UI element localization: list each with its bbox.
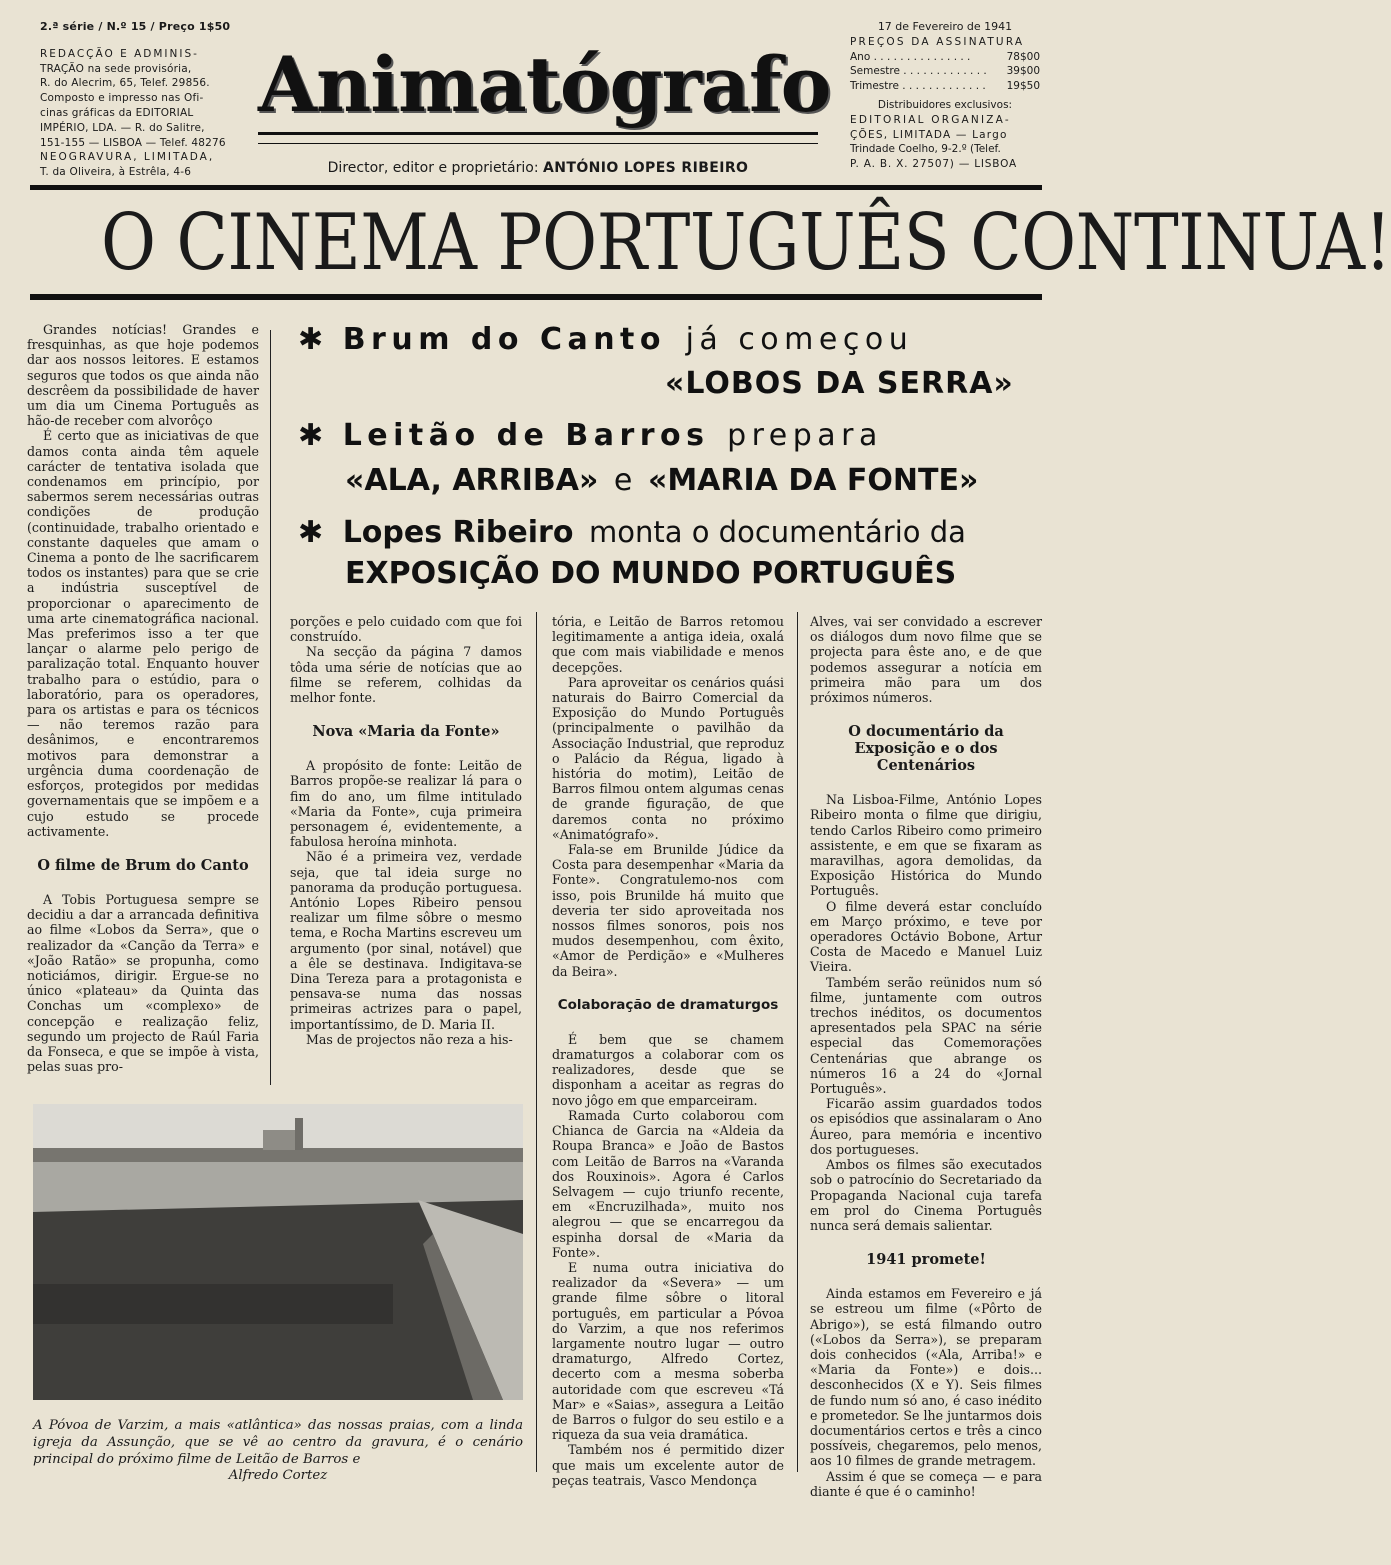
director-line <box>258 160 818 176</box>
paragraph: E numa outra iniciativa do realizador da «Severa» — um grande filme sôbre o litoral português, em particular a Póvoa do Varzim, a que nos referimos largamente noutro lugar — outro dramaturgo, Alfredo Cortez, decerto com a mesma soberba autoridade com que escreveu «Tá Mar» e «Saias», assegura a Leitão de Barros o fulgor do seu estilo e a riqueza da sua veia dramática. <box>552 1259 784 1443</box>
issue-date: 17 de Fevereiro de 1941 <box>877 20 1013 33</box>
section-heading: Nova «Maria da Fonte» <box>312 723 500 741</box>
distributor-line: P. A. B. X. 27507) — LISBOA <box>850 158 1017 171</box>
masthead-left-line: IMPÉRIO, LDA. — R. do Salitre, <box>40 121 205 134</box>
price-label: Ano . . . . . . . . . . . . . . . <box>850 50 971 63</box>
column-divider <box>270 330 271 1085</box>
distributor-line: ÇÕES, LIMITADA — Largo <box>850 128 1008 141</box>
paragraph: Também nos é permitido dizer que mais um excelente autor de peças teatrais, Vasco Mendonça <box>552 1442 784 1488</box>
price-row <box>850 79 1040 94</box>
section-heading: O filme de Brum do Canto <box>37 856 249 874</box>
deck-line-3: ✱ Leitão de Barros prepara <box>298 418 883 453</box>
article-column-4 <box>810 614 1042 1499</box>
article-column-3 <box>552 614 784 1488</box>
logo-title: Animatógrafo <box>258 40 831 129</box>
paragraph: Assim é que se começa — e para diante é que é o caminho! <box>810 1468 1042 1499</box>
masthead-left-line: R. do Alecrim, 65, Telef. 29856. <box>40 77 210 90</box>
price-value: 19$50 <box>1006 80 1040 93</box>
paragraph: A propósito de fonte: Leitão de Barros propõe-se realizar lá para o fim do ano, um filme intitulado «Maria da Fonte», cuja primeira personagem é, evidentemente, a fabulosa heroína minhota. <box>290 758 522 850</box>
distributor-line: Distribuidores exclusivos: <box>877 98 1013 111</box>
paragraph: Também serão reünidos num só filme, juntamente com outros trechos inéditos, os documentos apresentados pela SPAC na série especial das Comemorações Centenárias que abrange os números 16 a 24 do «Jornal Português». <box>810 974 1042 1097</box>
section-heading: Colaboração de dramaturgos <box>557 996 779 1013</box>
price-label: Semestre . . . . . . . . . . . . . <box>850 65 987 78</box>
paragraph: Ramada Curto colaborou com Chianca de Garcia na «Aldeia da Roupa Branca» e João de Bastos com Leitão de Barros na «Varanda dos Rouxinois». Agora é Carlos Selvagem — cujo triunfo recente, em «Encruzilhada», muito nos alegrou — que se encarregou da espinha dorsal de «Maria da Fonte». <box>552 1107 784 1260</box>
masthead-right-block <box>850 20 1040 172</box>
headline-bottom-rule <box>30 294 1042 300</box>
asterisk-icon: ✱ <box>298 418 324 453</box>
deck-line-1: ✱ Brum do Canto já começou <box>298 322 914 357</box>
distributor-line: Trindade Coelho, 9-2.º (Telef. <box>850 143 1001 156</box>
deck-line-4: «ALA, ARRIBA» e «MARIA DA FONTE» <box>345 463 979 498</box>
price-row <box>850 50 1040 65</box>
distributor-line: EDITORIAL ORGANIZA- <box>850 113 1011 126</box>
masthead-left-line: NEOGRAVURA, LIMITADA, <box>40 151 215 164</box>
masthead-left-line: Composto e impresso nas Ofi- <box>40 92 204 105</box>
paragraph: porções e pelo cuidado com que foi construído. <box>290 614 522 645</box>
masthead-left-line: REDACÇÃO E ADMINIS- <box>40 47 199 60</box>
newspaper-logo <box>258 40 831 130</box>
paragraph: É certo que as iniciativas de que damos conta ainda têm aquele carácter de tentativa isolada que condenamos em princípio, por sabermos serem necessárias outras condições de produção (continuidade, trabalho orientado e constante daqueles que amam o Cinema a ponto de lhe sacrificarem todos os instantes) para que se crie a indústria susceptível de proporcionar o aparecimento de uma arte cinematográfica nacional. Mas preferimos isso a ter que lançar o alarme pelo perigo de paralização total. Enquanto houver trabalho para o estúdio, para o laboratório, para os operadores, para os artistas e para os técnicos — não teremos razão para desânimos, e encontraremos motivos para demonstrar a urgência duma coordenação de esforços, protegidos por medidas governamentais que se impõem e a cujo estudo se procede activamente. <box>27 428 259 839</box>
column-divider <box>536 612 537 1472</box>
paragraph: Alves, vai ser convidado a escrever os diálogos dum novo filme que se projecta para êste ano, e de que podemos assegurar a notícia em primeira mão para um dos próximos números. <box>810 614 1042 706</box>
asterisk-icon: ✱ <box>298 515 324 550</box>
paragraph: O filme deverá estar concluído em Março próximo, e teve por operadores Octávio Bobone, Artur Costa de Macedo e Manuel Luiz Vieira. <box>810 898 1042 975</box>
masthead-left-line: TRAÇÃO na sede provisória, <box>40 62 192 75</box>
price-value: 39$00 <box>1006 65 1040 78</box>
deck-line-2: «LOBOS DA SERRA» <box>665 366 1014 401</box>
paragraph: Ficarão assim guardados todos os episódios que assinalaram o Ano Áureo, para memória e incentivo dos portugueses. <box>810 1096 1042 1157</box>
price-value: 78$00 <box>1006 50 1040 63</box>
top-rule <box>30 185 1042 190</box>
paragraph: Ainda estamos em Fevereiro e já se estreou um filme («Pôrto de Abrigo»), se está filmando outro («Lobos da Serra»), se preparam dois conhecidos («Ala, Arriba!» e «Maria da Fonte») e dois... desconhecidos (X e Y). Seis filmes de fundo num só ano, é caso inédito e prometedor. Se lhe juntarmos dois documentários certos e três a cinco possíveis, chegaremos, pelo menos, aos 10 filmes de grande metragem. <box>810 1286 1042 1469</box>
paragraph: Ambos os filmes são executados sob o patrocínio do Secretariado da Propaganda Nacional cuja tarefa em prol do Cinema Português nunca será demais salientar. <box>810 1157 1042 1233</box>
masthead-left-block <box>40 20 250 180</box>
price-label: Trimestre . . . . . . . . . . . . . <box>850 80 986 93</box>
caption-text: A Póvoa de Varzim, a mais «atlântica» das nossas praias, com a linda igreja da Assunção, que se vê ao centro da gravura, é o cenário principal do próximo filme de Leitão de Barros e <box>33 1418 523 1467</box>
paragraph: Na Lisboa-Filme, António Lopes Ribeiro monta o filme que dirigiu, tendo Carlos Ribeiro como primeiro assistente, e em que se fixaram as maravilhas, agora demolidas, da Exposição Histórica do Mundo Português. <box>810 792 1042 899</box>
paragraph: Para aproveitar os cenários quási naturais do Bairro Comercial da Exposição do Mundo Português (principalmente o pavilhão da Associação Industrial, que reproduz o Palácio da Régua, ligado à história do motim), Leitão de Barros filmou ontem algumas cenas de grande figuração, de que daremos conta no próximo «Animatógrafo». <box>552 674 784 842</box>
price-row <box>850 64 1040 79</box>
paragraph: É bem que se chamem dramaturgos a colaborar com os realizadores, desde que se disponham a aceitar as regras do novo jôgo em que emparceiram. <box>552 1031 784 1108</box>
section-heading: O documentário da Exposição e o dos Centenários <box>848 723 1004 775</box>
paragraph: Fala-se em Brunilde Júdice da Costa para desempenhar «Maria da Fonte». Congratulemo-nos com isso, pois Brunilde há muito que deveria ter sido aproveitada nos nossos filmes sonoros, pois nos mudos desempenhou, com êxito, «Amor de Perdição» e «Mulheres da Beira». <box>552 842 784 979</box>
director-name: ANTÓNIO LOPES RIBEIRO <box>543 160 749 176</box>
beach-photo-illustration <box>33 1104 523 1400</box>
column-divider <box>797 612 798 1472</box>
logo-underline <box>258 132 818 144</box>
issue-series: 2.ª série / N.º 15 / Preço 1$50 <box>40 20 231 33</box>
paragraph: tória, e Leitão de Barros retomou legitimamente a antiga ideia, oxalá que com mais viabilidade e menos decepções. <box>552 614 784 675</box>
paragraph: Não é a primeira vez, verdade seja, que tal ideia surge no panorama da produção portuguesa. António Lopes Ribeiro pensou realizar um filme sôbre o mesmo tema, e Rocha Martins escreveu um argumento (por sinal, notável) que a êle se destinava. Indigitava-se Dina Tereza para a protagonista e pensava-se numa das nossas primeiras actrizes para o papel, importantíssimo, de D. Maria II. <box>290 849 522 1032</box>
main-headline: O CINEMA PORTUGUÊS CONTINUA! <box>101 198 1391 288</box>
prices-header: PREÇOS DA ASSINATURA <box>850 35 1025 48</box>
director-label: Director, editor e proprietário: <box>327 160 539 176</box>
paragraph: Grandes notícias! Grandes e fresquinhas, as que hoje podemos dar aos nossos leitores. E estamos seguros que todos os que ainda não descrêem da possibilidade de haver um dia um Cinema Português as hão-de receber com alvorôço <box>27 322 259 429</box>
masthead-left-line: cinas gráficas da EDITORIAL <box>40 106 194 119</box>
paragraph: Na secção da página 7 damos tôda uma série de notícias que ao filme se referem, colhidas da melhor fonte. <box>290 644 522 706</box>
article-column-1 <box>27 322 259 1074</box>
deck-line-6: EXPOSIÇÃO DO MUNDO PORTUGUÊS <box>345 556 957 591</box>
deck-line-5: ✱ Lopes Ribeiro monta o documentário da <box>298 515 966 550</box>
masthead-left-line: 151-155 — LISBOA — Telef. 48276 <box>40 136 226 149</box>
beach-photo <box>33 1104 523 1400</box>
asterisk-icon: ✱ <box>298 322 324 357</box>
caption-text-end: Alfredo Cortez <box>228 1468 328 1484</box>
section-heading: 1941 promete! <box>866 1251 986 1269</box>
article-column-2 <box>290 614 522 1047</box>
photo-caption <box>33 1418 523 1485</box>
paragraph: Mas de projectos não reza a his- <box>306 1031 513 1047</box>
masthead-left-line: T. da Oliveira, à Estrêla, 4-6 <box>40 166 192 179</box>
paragraph: A Tobis Portuguesa sempre se decidiu a dar a arrancada definitiva ao filme «Lobos da Serra», que o realizador da «Canção da Terra» e «João Ratão» se propunha, como noticiámos, dirigir. Ergue-se no único «plateau» da Quinta das Conchas um «complexo» de concepção e realização feliz, segundo um projecto de Raúl Faria da Fonseca, e que se impõe à vista, pelas suas pro- <box>27 891 259 1075</box>
